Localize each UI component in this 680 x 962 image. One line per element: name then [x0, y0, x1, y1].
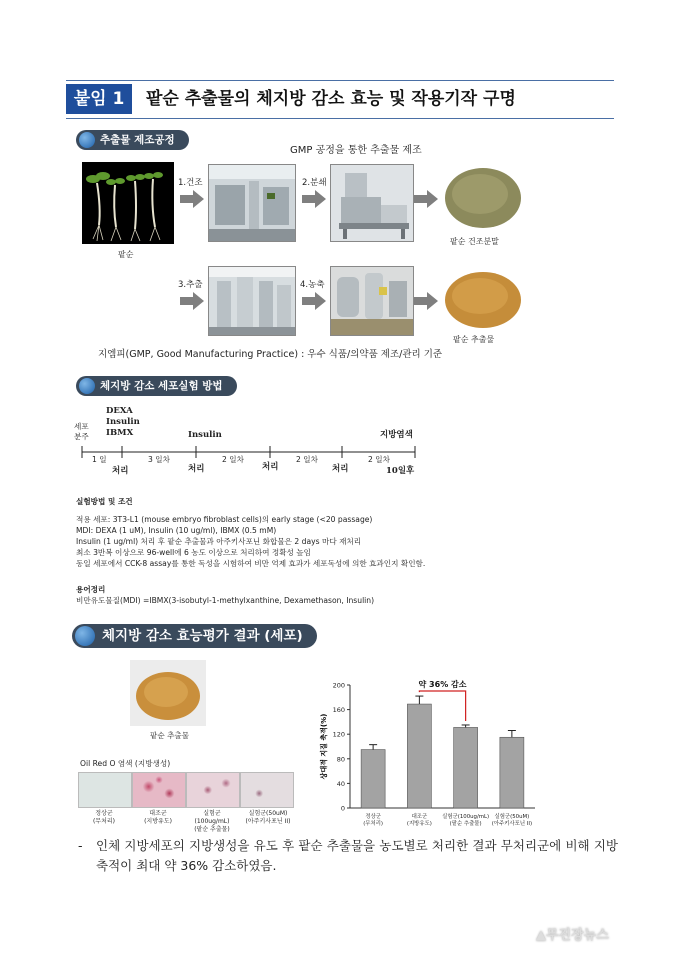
- y-tick-label: 0: [340, 804, 345, 813]
- arrow-right-icon: [302, 190, 326, 208]
- timeline-mdi-label: DEXA Insulin IBMX: [106, 406, 140, 438]
- bar: [500, 737, 524, 808]
- watermark: ▲무진장뉴스: [536, 928, 609, 943]
- bullet-orb-icon: [79, 378, 95, 394]
- annotation-label: 약 36% 감소: [418, 680, 467, 689]
- extract-photo: [130, 660, 206, 726]
- x-tick-label: (아주키사포닌 II): [491, 821, 533, 827]
- arrow-right-icon: [414, 292, 438, 310]
- stain-image-extract: [186, 772, 240, 808]
- bullet-orb-icon: [75, 626, 95, 646]
- timeline-staining-label: 지방염색: [380, 430, 413, 440]
- bullet-orb-icon: [79, 132, 95, 148]
- extract-photo-label: 팥순 추출물: [150, 731, 190, 740]
- grinder-photo: [330, 164, 414, 242]
- dried-powder-photo: [442, 162, 524, 230]
- stain-image-saponin: [240, 772, 294, 808]
- mountain-logo-icon: ▲: [536, 928, 546, 943]
- extractor-photo: [208, 266, 296, 336]
- stain-label: 실험군(100ug/mL) (팥순 추출물): [194, 810, 230, 833]
- bar: [361, 750, 385, 808]
- y-tick-label: 200: [332, 681, 345, 690]
- header-rule-bottom: [66, 118, 614, 119]
- section-pill-label: 추출물 제조공정: [100, 134, 175, 146]
- stain-image-normal: [78, 772, 132, 808]
- list-item: Insulin (1 ug/ml) 처리 후 팥순 추출물과 아주키사포닌 화합물은 2 days 마다 재처리: [76, 537, 362, 546]
- bar: [454, 727, 478, 808]
- step-concentrate-label: 4.농축: [300, 280, 325, 290]
- section-pill-results: [72, 624, 317, 648]
- attachment-badge: 붙임 1: [66, 84, 132, 114]
- timeline-axis: [70, 444, 470, 464]
- page-title: 팥순 추출물의 체지방 감소 효능 및 작용기작 구명: [146, 89, 516, 109]
- summary-dash: -: [78, 838, 83, 853]
- timeline-duration: 3 일차: [148, 455, 170, 464]
- stain-label: 대조군 (지방유도): [144, 810, 172, 825]
- concentrator-photo: [330, 266, 414, 336]
- list-item: 적용 세포: 3T3-L1 (mouse embryo fibroblast cells)의 early stage (<20 passage): [76, 515, 373, 524]
- stain-label: 정상군 (무처리): [92, 810, 116, 825]
- y-tick-label: 80: [336, 755, 345, 764]
- timeline-duration: 1 일: [92, 455, 107, 464]
- section-pill-method: [76, 376, 237, 396]
- y-tick-label: 40: [336, 779, 345, 788]
- step-dry-label: 1.건조: [178, 178, 203, 188]
- glossary-title: 용어정리: [76, 585, 106, 594]
- section-pill-label: 체지방 감소 세포실험 방법: [100, 380, 223, 392]
- timeline-duration: 2 일차: [368, 455, 390, 464]
- gmp-note: 지엠피(GMP, Good Manufacturing Practice) : 우수 식품/의약품 제조/관리 기준: [98, 349, 443, 360]
- timeline-treat-label: 처리: [112, 466, 129, 476]
- arrow-right-icon: [414, 190, 438, 208]
- x-tick-label: 대조군: [411, 814, 428, 820]
- arrow-right-icon: [302, 292, 326, 310]
- timeline-treat-label: 처리: [262, 462, 279, 472]
- timeline-treat-label: 처리: [188, 464, 205, 474]
- x-tick-label: 실험군(50uM): [494, 814, 530, 820]
- x-tick-label: (무처리): [363, 821, 384, 827]
- timeline-duration: 2 일차: [222, 455, 244, 464]
- timeline-start-label: 세포 분주: [74, 422, 89, 441]
- timeline-insulin-label: Insulin: [188, 430, 222, 440]
- plant-photo: [82, 162, 174, 244]
- list-item: 최소 3반복 이상으로 96-well에 6 농도 이상으로 처리하여 정확성 높임: [76, 548, 311, 557]
- stain-title: Oil Red O 염색 (지방생성): [80, 759, 171, 768]
- dried-powder-label: 팥순 건조분말: [450, 237, 499, 246]
- x-tick-label: 실험군(100ug/mL): [442, 814, 490, 820]
- summary-text: 인체 지방세포의 지방생성을 유도 후 팥순 추출물을 농도별로 처리한 결과 무처리군에 비해 지방축적이 최대 약 36% 감소하였음.: [96, 838, 618, 873]
- timeline-end-label: 10일후: [386, 466, 415, 476]
- x-tick-label: (지방유도): [406, 821, 432, 827]
- experiment-timeline: [70, 404, 470, 484]
- timeline-treat-label: 처리: [332, 464, 349, 474]
- methods-list: [76, 514, 425, 569]
- glossary-text: 비만유도물질(MDI) =IBMX(3-isobutyl-1-methylxanthine, Dexamethason, Insulin): [76, 596, 375, 605]
- methods-title: 실험방법 및 조건: [76, 497, 133, 506]
- extract-powder-label: 팥순 추출물: [453, 335, 495, 344]
- step-extract-label: 3.추출: [178, 280, 203, 290]
- gmp-title: GMP 공정을 통한 추출물 제조: [290, 145, 422, 156]
- stain-image-control: [132, 772, 186, 808]
- step-grind-label: 2.분쇄: [302, 178, 327, 188]
- section-pill-label: 체지방 감소 효능평가 결과 (세포): [102, 628, 303, 644]
- dryer-photo: [208, 164, 296, 242]
- y-axis-label: 상대적 지질 축적(%): [320, 713, 328, 780]
- extract-powder-photo: [442, 268, 524, 330]
- header-rule-top: [66, 80, 614, 81]
- timeline-duration: 2 일차: [296, 455, 318, 464]
- summary-block: [78, 836, 618, 876]
- x-tick-label: (팥순 추출물): [449, 821, 482, 827]
- arrow-right-icon: [180, 292, 204, 310]
- y-tick-label: 120: [332, 730, 345, 739]
- arrow-right-icon: [180, 190, 204, 208]
- section-pill-process: [76, 130, 189, 150]
- x-tick-label: 정상군: [365, 814, 381, 820]
- plant-label: 팥순: [118, 250, 134, 259]
- bar: [407, 704, 431, 808]
- stain-label: 실험군(50uM) (아주키사포닌 II): [245, 810, 291, 825]
- list-item: MDI: DEXA (1 uM), Insulin (10 ug/ml), IBMX (0.5 mM): [76, 526, 277, 535]
- list-item: 동일 세포에서 CCK-8 assay를 통한 독성을 시험하여 비만 억제 효과가 세포독성에 의한 효과인지 확인함.: [76, 559, 426, 568]
- y-tick-label: 160: [332, 706, 345, 715]
- lipid-accumulation-chart: [310, 660, 540, 832]
